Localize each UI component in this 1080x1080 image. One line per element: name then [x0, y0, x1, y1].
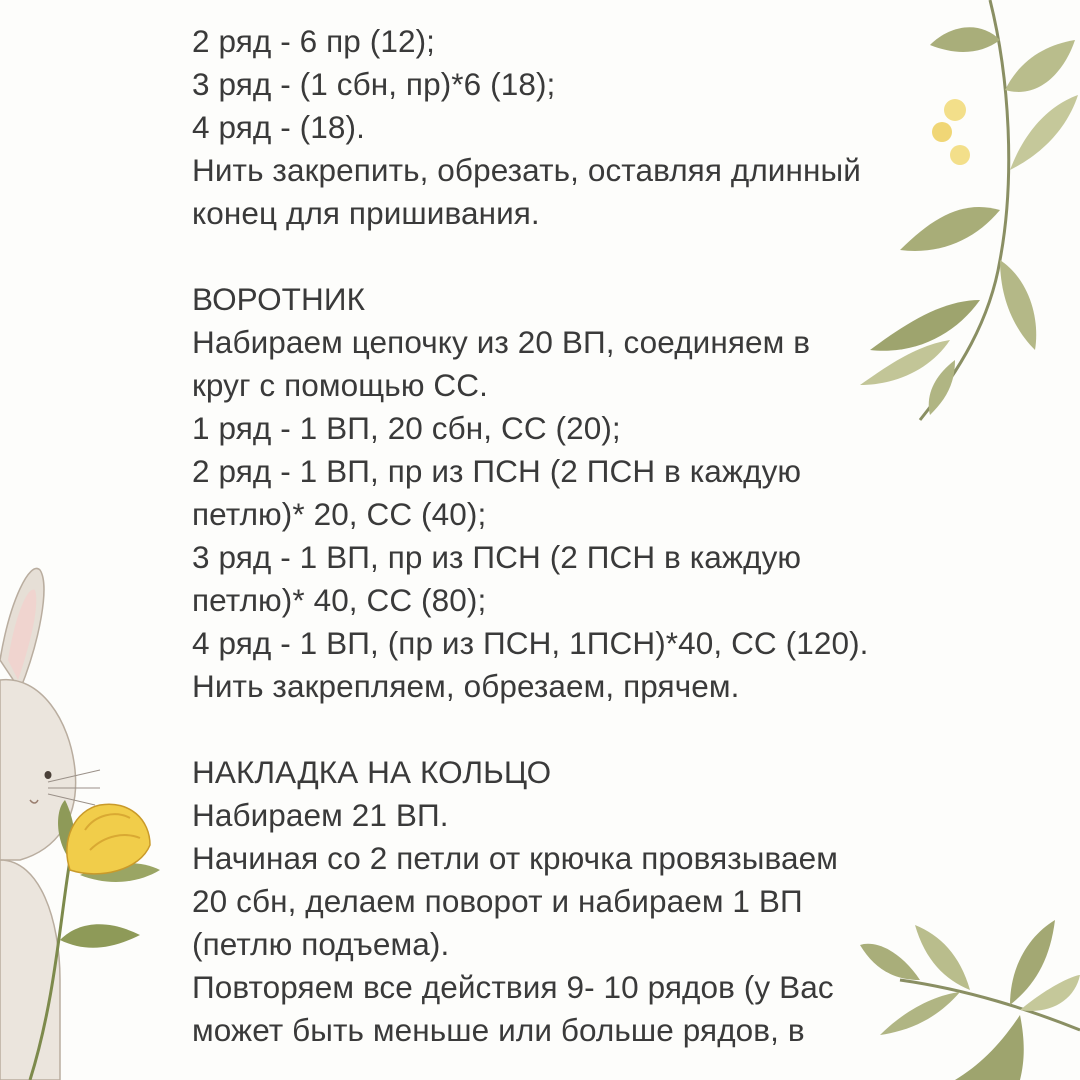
text-line: 2 ряд - 1 ВП, пр из ПСН (2 ПСН в каждую [192, 453, 802, 489]
text-line: 3 ряд - (1 сбн, пр)*6 (18); [192, 66, 556, 102]
text-line: 1 ряд - 1 ВП, 20 сбн, СС (20); [192, 410, 621, 446]
bunny-with-flower-icon [0, 560, 170, 1080]
section-gap [192, 235, 892, 278]
text-line: Начиная со 2 петли от крючка провязываем [192, 840, 839, 876]
text-line: 4 ряд - 1 ВП, (пр из ПСН, 1ПСН)*40, СС (120). [192, 625, 869, 661]
text-line: конец для пришивания. [192, 195, 540, 231]
text-line: Набираем 21 ВП. [192, 797, 449, 833]
text-line: 2 ряд - 6 пр (12); [192, 23, 436, 59]
text-line: может быть меньше или больше рядов, в [192, 1012, 805, 1048]
text-line: (петлю подъема). [192, 926, 450, 962]
text-line: круг с помощью СС. [192, 367, 488, 403]
text-line: Нить закрепить, обрезать, оставляя длинный [192, 152, 861, 188]
text-line: 20 сбн, делаем поворот и набираем 1 ВП [192, 883, 803, 919]
text-line: петлю)* 40, СС (80); [192, 582, 487, 618]
pattern-text [192, 20, 892, 1052]
text-line: 4 ряд - (18). [192, 109, 365, 145]
text-line: Повторяем все действия 9- 10 рядов (у Вас [192, 969, 834, 1005]
leaf-branch-bottom-right-icon [860, 880, 1080, 1080]
text-line: 3 ряд - 1 ВП, пр из ПСН (2 ПСН в каждую [192, 539, 802, 575]
section-gap [192, 708, 892, 751]
text-line: Набираем цепочку из 20 ВП, соединяем в [192, 324, 811, 360]
text-line: Нить закрепляем, обрезаем, прячем. [192, 668, 740, 704]
collar-heading: ВОРОТНИК [192, 281, 366, 317]
ring-overlay-heading: НАКЛАДКА НА КОЛЬЦО [192, 754, 552, 790]
text-line: петлю)* 20, СС (40); [192, 496, 487, 532]
